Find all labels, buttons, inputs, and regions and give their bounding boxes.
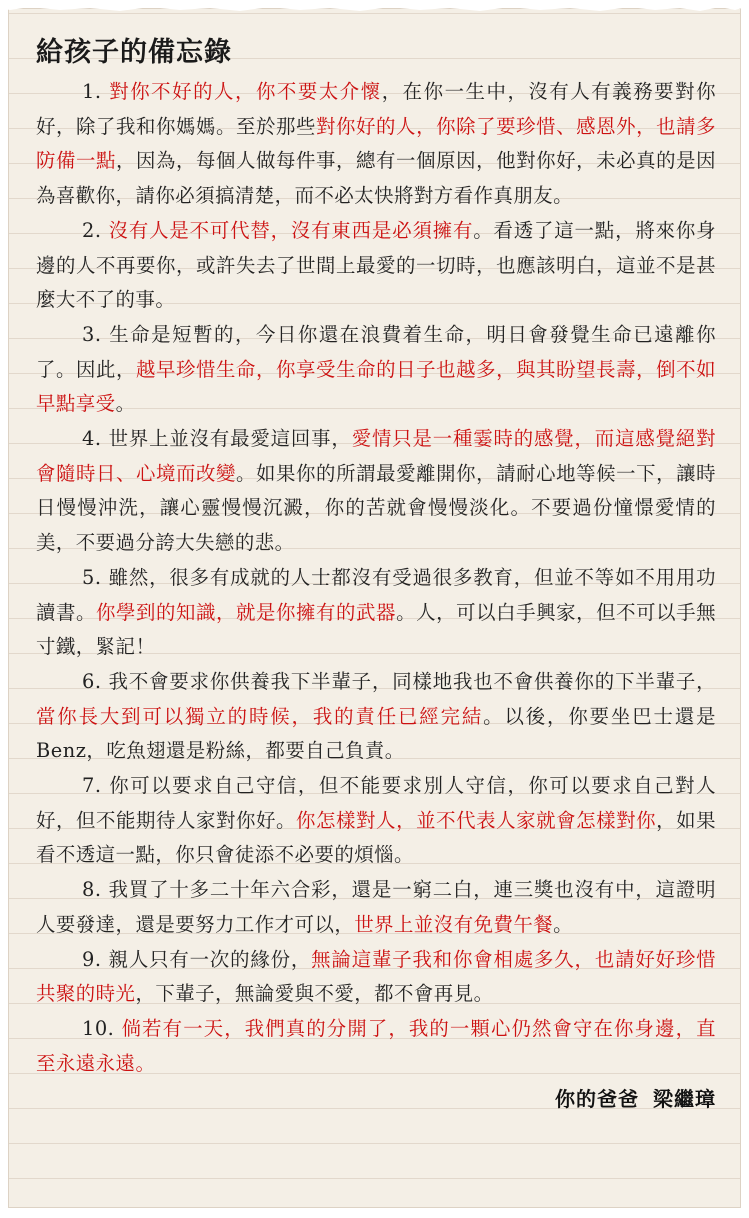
body-text: 世界上並沒有最愛這回事， [108,427,352,451]
body-text: 我買了十多二十年六合彩，還是一窮二白，連三獎也沒有中，這證明人要發達，還是要努力工作才可以， [36,878,717,936]
memo-list [36,75,716,1081]
highlighted-text: 對你好的人，你除了要珍惜、感恩外，也請多防備一點 [36,114,716,173]
body-text: 雖然，很多有成就的人士都沒有受過很多教育，但並不等如不用用功讀書。 [36,565,717,624]
memo-item [36,75,716,214]
item-number: 9. [82,947,102,971]
item-number: 8. [82,878,102,902]
item-number: 4. [82,427,102,451]
memo-item [36,214,716,318]
body-text: ，如果看不透這一點，你只會徒添不必要的煩惱。 [36,808,717,867]
signature [36,1083,716,1112]
highlighted-text: 愛情只是一種霎時的感覺，而這感覺絕對會隨時日、心境而改變 [36,427,717,485]
highlighted-text: 越早珍惜生命，你享受生命的日子也越多，與其盼望長壽，倒不如早點享受 [36,357,717,416]
body-text: ，下輩子，無論愛與不愛，都不會再見。 [135,982,494,1006]
body-text: 。 [115,392,136,416]
body-text: 。 [553,912,574,936]
body-text: ，在你一生中，沒有人有義務要對你好，除了我和你媽媽。至於那些 [36,80,716,138]
memo-title: 給孩子的備忘錄 [36,37,232,68]
body-text: 。以後，你要坐巴士還是Benz，吃魚翅還是粉絲，都要自己負責。 [36,704,717,763]
highlighted-text: 無論這輩子我和你會相處多久，也請好好珍惜共聚的時光 [36,947,717,1006]
body-text: 生命是短暫的，今日你還在浪費着生命，明日會發覺生命已遠離你了。因此， [36,322,716,381]
item-number: 7. [82,774,102,798]
highlighted-text: 世界上並沒有免費午餐 [354,912,554,936]
body-text: 。如果你的所謂最愛離開你，請耐心地等候一下，讓時日慢慢沖洗，讓心靈慢慢沉澱，你的苦就會慢慢淡化。不要過份憧憬愛情的美，不要過分誇大失戀的悲。 [36,461,717,555]
memo-item [36,665,716,769]
body-text: 我不會要求你供養我下半輩子，同樣地我也不會供養你的下半輩子， [108,669,717,693]
signature-name: 梁繼璋 [653,1087,716,1112]
memo-content [36,30,716,1112]
item-number: 10. [82,1016,115,1040]
memo-item [36,873,716,942]
highlighted-text: 沒有人是不可代替，沒有東西是必須擁有 [108,218,474,242]
item-number: 5. [82,565,102,589]
torn-edge-top [0,0,749,12]
memo-item [36,943,716,1012]
torn-edge-bottom [0,1206,749,1218]
signature-label: 你的爸爸 [555,1087,639,1112]
highlighted-text: 對你不好的人，你不要太介懷 [109,80,382,103]
item-number: 6. [82,669,102,693]
item-number: 2. [82,218,102,242]
body-text: 你可以要求自己守信，但不能要求別人守信，你可以要求自己對人好，但不能期待人家對你好。 [36,774,716,832]
body-text: 。人，可以白手興家，但不可以手無寸鐵，緊記！ [36,600,717,659]
memo-item [36,1012,716,1081]
memo-item [36,318,716,422]
memo-item [36,422,716,561]
memo-item [36,769,716,873]
highlighted-text: 你學到的知識，就是你擁有的武器 [96,600,397,624]
body-text: ，因為，每個人做每件事，總有一個原因，他對你好，未必真的是因為喜歡你，請你必須搞清楚，而不必太快將對方看作真朋友。 [36,149,717,208]
highlighted-text: 倘若有一天，我們真的分開了，我的一顆心仍然會守在你身邊，直至永遠永遠。 [36,1016,716,1075]
item-number: 1. [82,80,102,103]
highlighted-text: 當你長大到可以獨立的時候，我的責任已經完結 [36,704,484,728]
memo-item [36,561,716,665]
body-text: 。看透了這一點，將來你身邊的人不再要你，或許失去了世間上最愛的一切時，也應該明白，這並不是甚麼大不了的事。 [36,218,717,312]
item-number: 3. [82,322,102,346]
body-text: 親人只有一次的緣份， [108,947,312,971]
highlighted-text: 你怎樣對人，並不代表人家就會怎樣對你 [296,808,657,832]
